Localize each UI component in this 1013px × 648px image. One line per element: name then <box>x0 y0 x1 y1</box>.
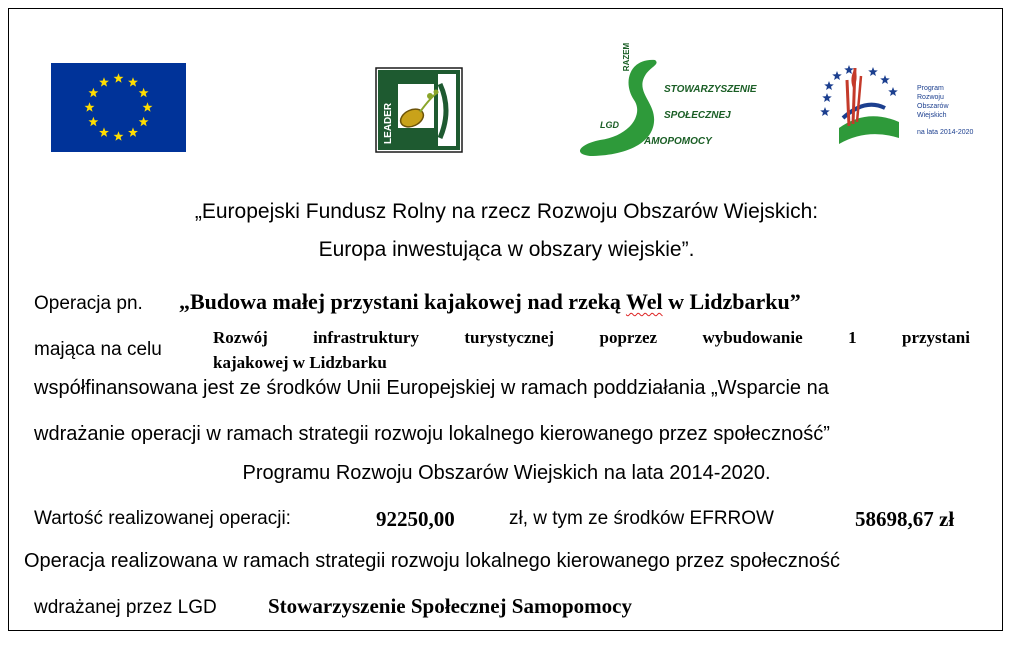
lgd-line2: SPOŁECZNEJ <box>664 110 731 121</box>
prow-star-icon <box>822 93 832 102</box>
prow-star-icon <box>888 87 898 96</box>
implementation-org: Stowarzyszenie Społecznej Samopomocy <box>268 594 632 618</box>
eu-flag-icon <box>51 63 186 152</box>
value-efrrow: 58698,67 zł <box>855 507 955 531</box>
value-label: Wartość realizowanej operacji: <box>34 508 291 529</box>
goal-line1: Rozwój infrastruktury turystycznej poprzez wybudowanie 1 przystani <box>213 328 970 347</box>
cofinance-line2: wdrażanie operacji w ramach strategii rozwoju lokalnego kierowanego przez społeczność” <box>34 423 830 445</box>
prow-star-icon <box>824 81 834 90</box>
lgd-prefix: LGD <box>600 120 619 130</box>
leader-logo-icon <box>376 68 462 152</box>
cofinance-line1: współfinansowana jest ze środków Unii Europejskiej w ramach poddziałania „Wsparcie na <box>34 377 829 399</box>
implementation-line1: Operacja realizowana w ramach strategii rozwoju lokalnego kierowanego przez społeczność <box>24 550 840 572</box>
prow-line3: Obszarów <box>917 103 949 110</box>
prow-line2: Rozwoju <box>917 94 944 101</box>
implementation-label: wdrażanej przez LGD <box>34 597 217 618</box>
prow-star-icon <box>844 65 854 74</box>
goal-line2: kajakowej w Lidzbarku <box>213 353 387 372</box>
prow-star-icon <box>820 107 830 116</box>
lgd-logo-icon <box>560 42 757 162</box>
lgd-line3: AMOPOMOCY <box>644 136 712 147</box>
value-middle: zł, w tym ze środków EFRROW <box>509 508 774 529</box>
prow-line5: na lata 2014-2020 <box>917 129 974 136</box>
prow-star-icon <box>868 67 878 76</box>
lgd-vertical-text: RAZEM <box>622 42 631 72</box>
lgd-line1: STOWARZYSZENIE <box>664 84 757 95</box>
prow-star-icon <box>880 75 890 84</box>
prow-line4: Wiejskich <box>917 112 947 119</box>
leader-text: LEADER <box>383 102 394 144</box>
heading-line1: „Europejski Fundusz Rolny na rzecz Rozwoju Obszarów Wiejskich: <box>194 200 819 223</box>
operation-title: „Budowa małej przystani kajakowej nad rzeką Wel w Lidzbarku” <box>179 289 801 314</box>
prow-line1: Program <box>917 85 944 92</box>
value-amount: 92250,00 <box>376 507 455 531</box>
operation-label: Operacja pn. <box>34 293 143 314</box>
heading-line2: Europa inwestująca w obszary wiejskie”. <box>318 238 695 261</box>
cofinance-line3: Programu Rozwoju Obszarów Wiejskich na lata 2014-2020. <box>242 462 771 484</box>
operation-title-river: Wel <box>625 289 663 314</box>
goal-label: mająca na celu <box>34 339 162 360</box>
prow-logo-icon <box>815 58 974 150</box>
prow-star-icon <box>832 71 842 80</box>
